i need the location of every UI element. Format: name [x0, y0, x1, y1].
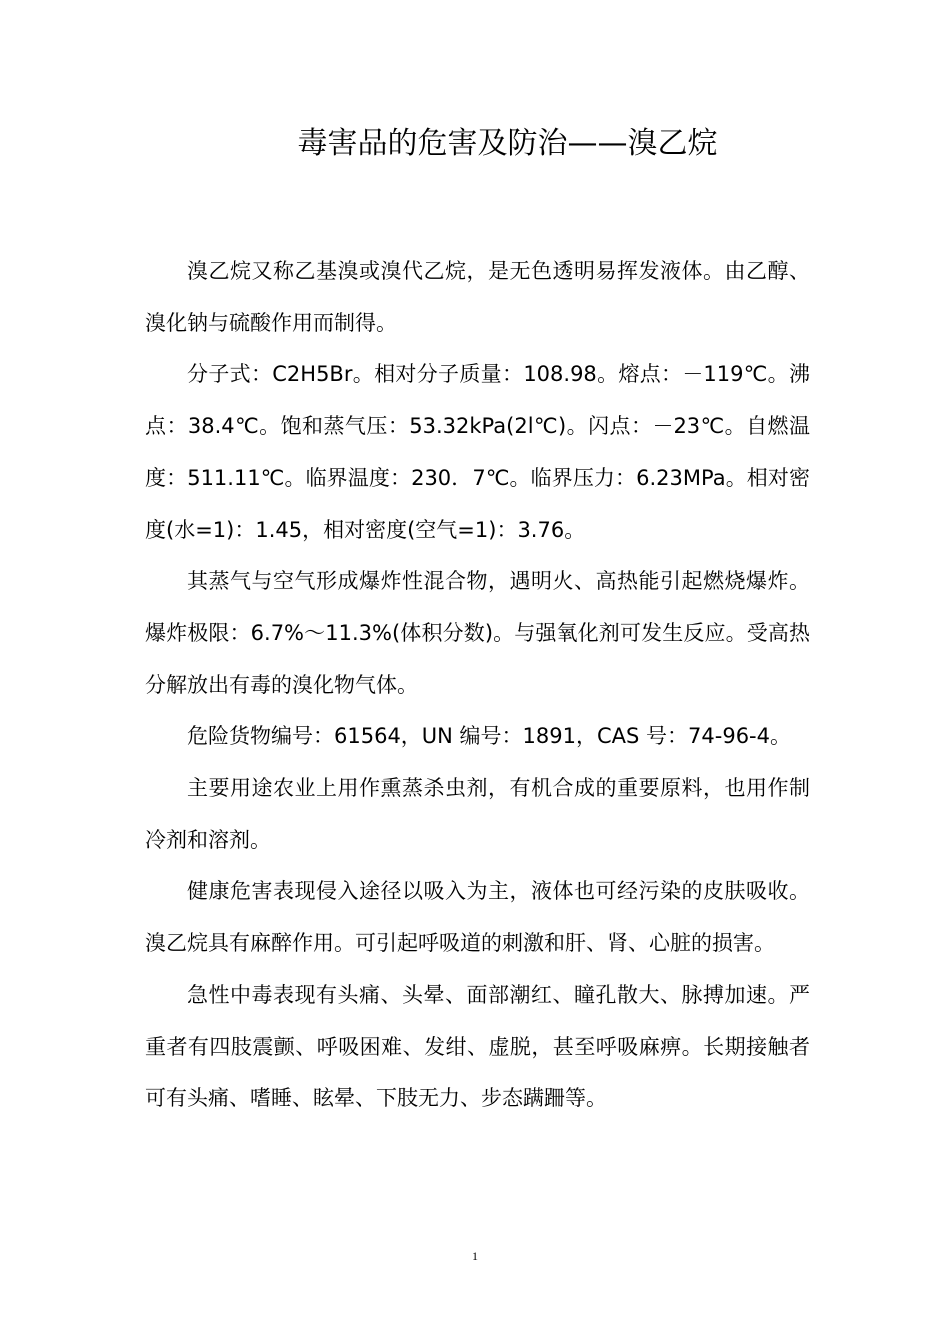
- paragraph-description: 溴乙烷又称乙基溴或溴代乙烷，是无色透明易挥发液体。由乙醇、溴化钠与硫酸作用而制得。: [145, 259, 810, 335]
- document-body: [145, 246, 810, 1125]
- paragraph-physical-properties: 分子式：C2H5Br。相对分子质量：108.98。熔点：－119℃。沸点：38.4℃。饱和蒸气压：53.32kPa(2l℃)。闪点：－23℃。自燃温度：511.11℃。临界温度：230．7℃。临界压力：6.23MPa。相对密度(水=1)：1.45，相对密度(空气=1)：3.76。: [145, 362, 810, 542]
- paragraph-uses: 主要用途农业上用作熏蒸杀虫剂，有机合成的重要原料，也用作制冷剂和溶剂。: [145, 776, 810, 852]
- document-title: 毒害品的危害及防治——溴乙烷: [297, 126, 718, 161]
- paragraph-explosion-hazard: 其蒸气与空气形成爆炸性混合物，遇明火、高热能引起燃烧爆炸。爆炸极限：6.7%～11.3%(体积分数)。与强氧化剂可发生反应。受高热分解放出有毒的溴化物气体。: [145, 569, 810, 697]
- paragraph-identifiers: 危险货物编号：61564，UN 编号：1891，CAS 号：74-96-4。: [187, 724, 791, 749]
- page-number: 1: [472, 1249, 478, 1263]
- paragraph-acute-poisoning: 急性中毒表现有头痛、头晕、面部潮红、瞳孔散大、脉搏加速。严重者有四肢震颤、呼吸困难、发绀、虚脱，甚至呼吸麻痹。长期接触者可有头痛、嗜睡、眩晕、下肢无力、步态蹒跚等。: [145, 982, 810, 1111]
- paragraph-health-hazard: 健康危害表现侵入途径以吸入为主，液体也可经污染的皮肤吸收。溴乙烷具有麻醉作用。可引起呼吸道的刺激和肝、肾、心脏的损害。: [145, 879, 810, 956]
